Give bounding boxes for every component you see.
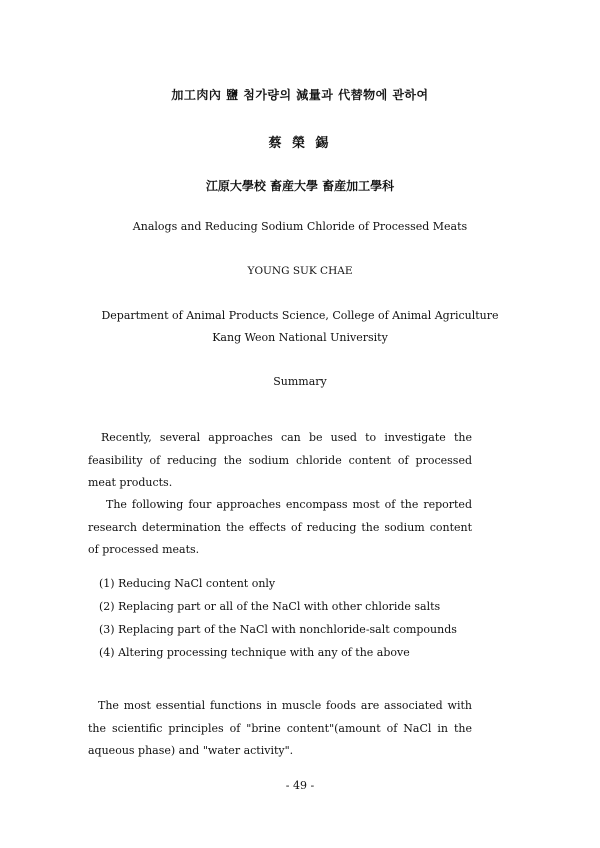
page-number: - 49 - xyxy=(285,779,315,792)
korean-author: 蔡 榮 錫 xyxy=(268,136,332,151)
summary-paragraph-1: Recently, several approaches can be used to investigate the feasibility of reducing the sodium chloride content of processed meat products. xyxy=(88,431,472,489)
summary-paragraph-3: The most essential functions in muscle foods are associated with the scientific principles of "brine content"(amount of NaCl in the aqueous phase) and "water activity". xyxy=(88,699,472,757)
summary-heading: Summary xyxy=(273,375,327,388)
list-item: (2) Replacing part or all of the NaCl with other chloride salts xyxy=(99,600,441,613)
list-item: (4) Altering processing technique with any of the above xyxy=(99,646,410,659)
korean-title: 加工肉內 鹽 첨가량의 減量과 代替物에 관하여 xyxy=(171,88,429,102)
english-author: YOUNG SUK CHAE xyxy=(247,265,353,277)
university-line: Kang Weon National University xyxy=(212,331,388,344)
approaches-list xyxy=(99,572,457,664)
summary-paragraph-2: The following four approaches encompass most of the reported research determination the effects of reducing the sodium content of processed meats. xyxy=(88,498,472,556)
english-title: Analogs and Reducing Sodium Chloride of Processed Meats xyxy=(132,220,468,233)
korean-affiliation: 江原大學校 畜産大學 畜産加工學科 xyxy=(205,179,395,193)
department-line: Department of Animal Products Science, College of Animal Agriculture xyxy=(101,309,499,322)
list-item: (3) Replacing part of the NaCl with nonchloride-salt compounds xyxy=(99,623,457,636)
list-item: (1) Reducing NaCl content only xyxy=(99,577,276,590)
